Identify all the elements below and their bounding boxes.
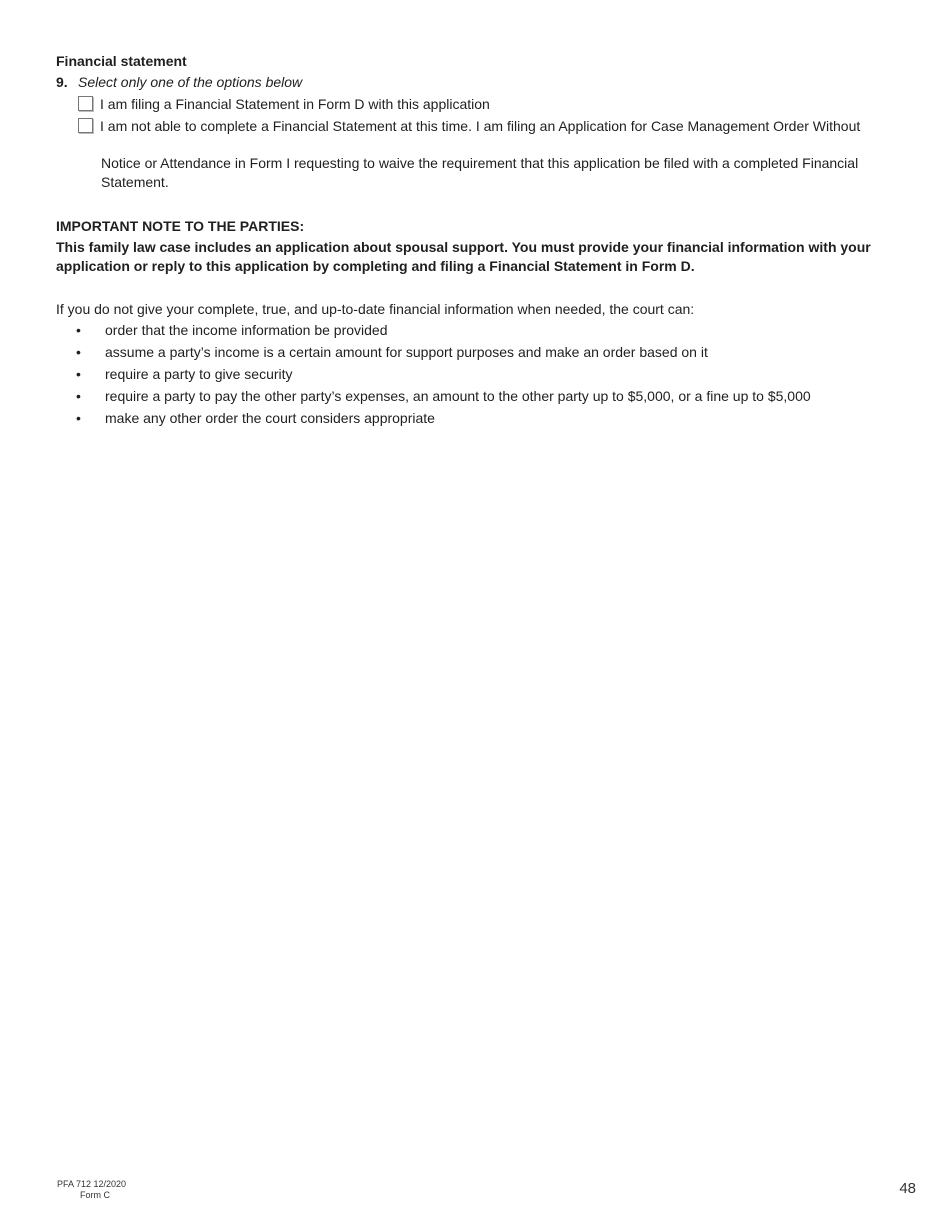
bullet-icon: •	[76, 366, 81, 382]
checkbox-option-1[interactable]	[78, 96, 93, 111]
list-item-text: assume a party’s income is a certain amount for support purposes and make an order based on it	[105, 344, 708, 360]
important-note-body: This family law case includes an application about spousal support. You must provide your financial information with your application or reply to this application by completing and filing a Financial Statement in Form D.	[56, 239, 871, 274]
form-code: PFA 712 12/2020	[57, 1179, 127, 1189]
bullet-icon: •	[76, 410, 81, 426]
bullet-icon: •	[76, 344, 81, 360]
list-item-text: require a party to pay the other party’s expenses, an amount to the other party up to $5,000, or a fine up to $5,000	[105, 388, 811, 404]
option-1-label: I am filing a Financial Statement in Form D with this application	[100, 96, 490, 112]
page-number: 48	[899, 1180, 916, 1197]
list-item-text: order that the income information be provided	[105, 322, 388, 338]
question-number: 9.	[56, 74, 68, 90]
question-9	[56, 73, 302, 91]
option-not-able-to-complete[interactable]	[78, 117, 860, 135]
important-note-heading: IMPORTANT NOTE TO THE PARTIES:	[56, 218, 305, 234]
footer-form-info	[57, 1179, 126, 1201]
option-2-label: I am not able to complete a Financial Statement at this time. I am filing an Application for Case Management Order Without	[100, 118, 861, 134]
bullet-icon: •	[76, 388, 81, 404]
bullet-icon: •	[76, 322, 81, 338]
form-name: Form C	[80, 1190, 110, 1200]
list-item-text: make any other order the court considers appropriate	[105, 410, 435, 426]
consequences-intro: If you do not give your complete, true, and up-to-date financial information when needed, the court can:	[56, 301, 695, 317]
option-filing-financial-statement[interactable]	[78, 95, 490, 113]
checkbox-option-2[interactable]	[78, 118, 93, 133]
question-instruction: Select only one of the options below	[78, 74, 303, 90]
section-heading: Financial statement	[56, 53, 187, 69]
list-item-text: require a party to give security	[105, 366, 293, 382]
option-2-continuation: Notice or Attendance in Form I requesting to waive the requirement that this application be filed with a completed Financial Statement.	[101, 155, 859, 190]
